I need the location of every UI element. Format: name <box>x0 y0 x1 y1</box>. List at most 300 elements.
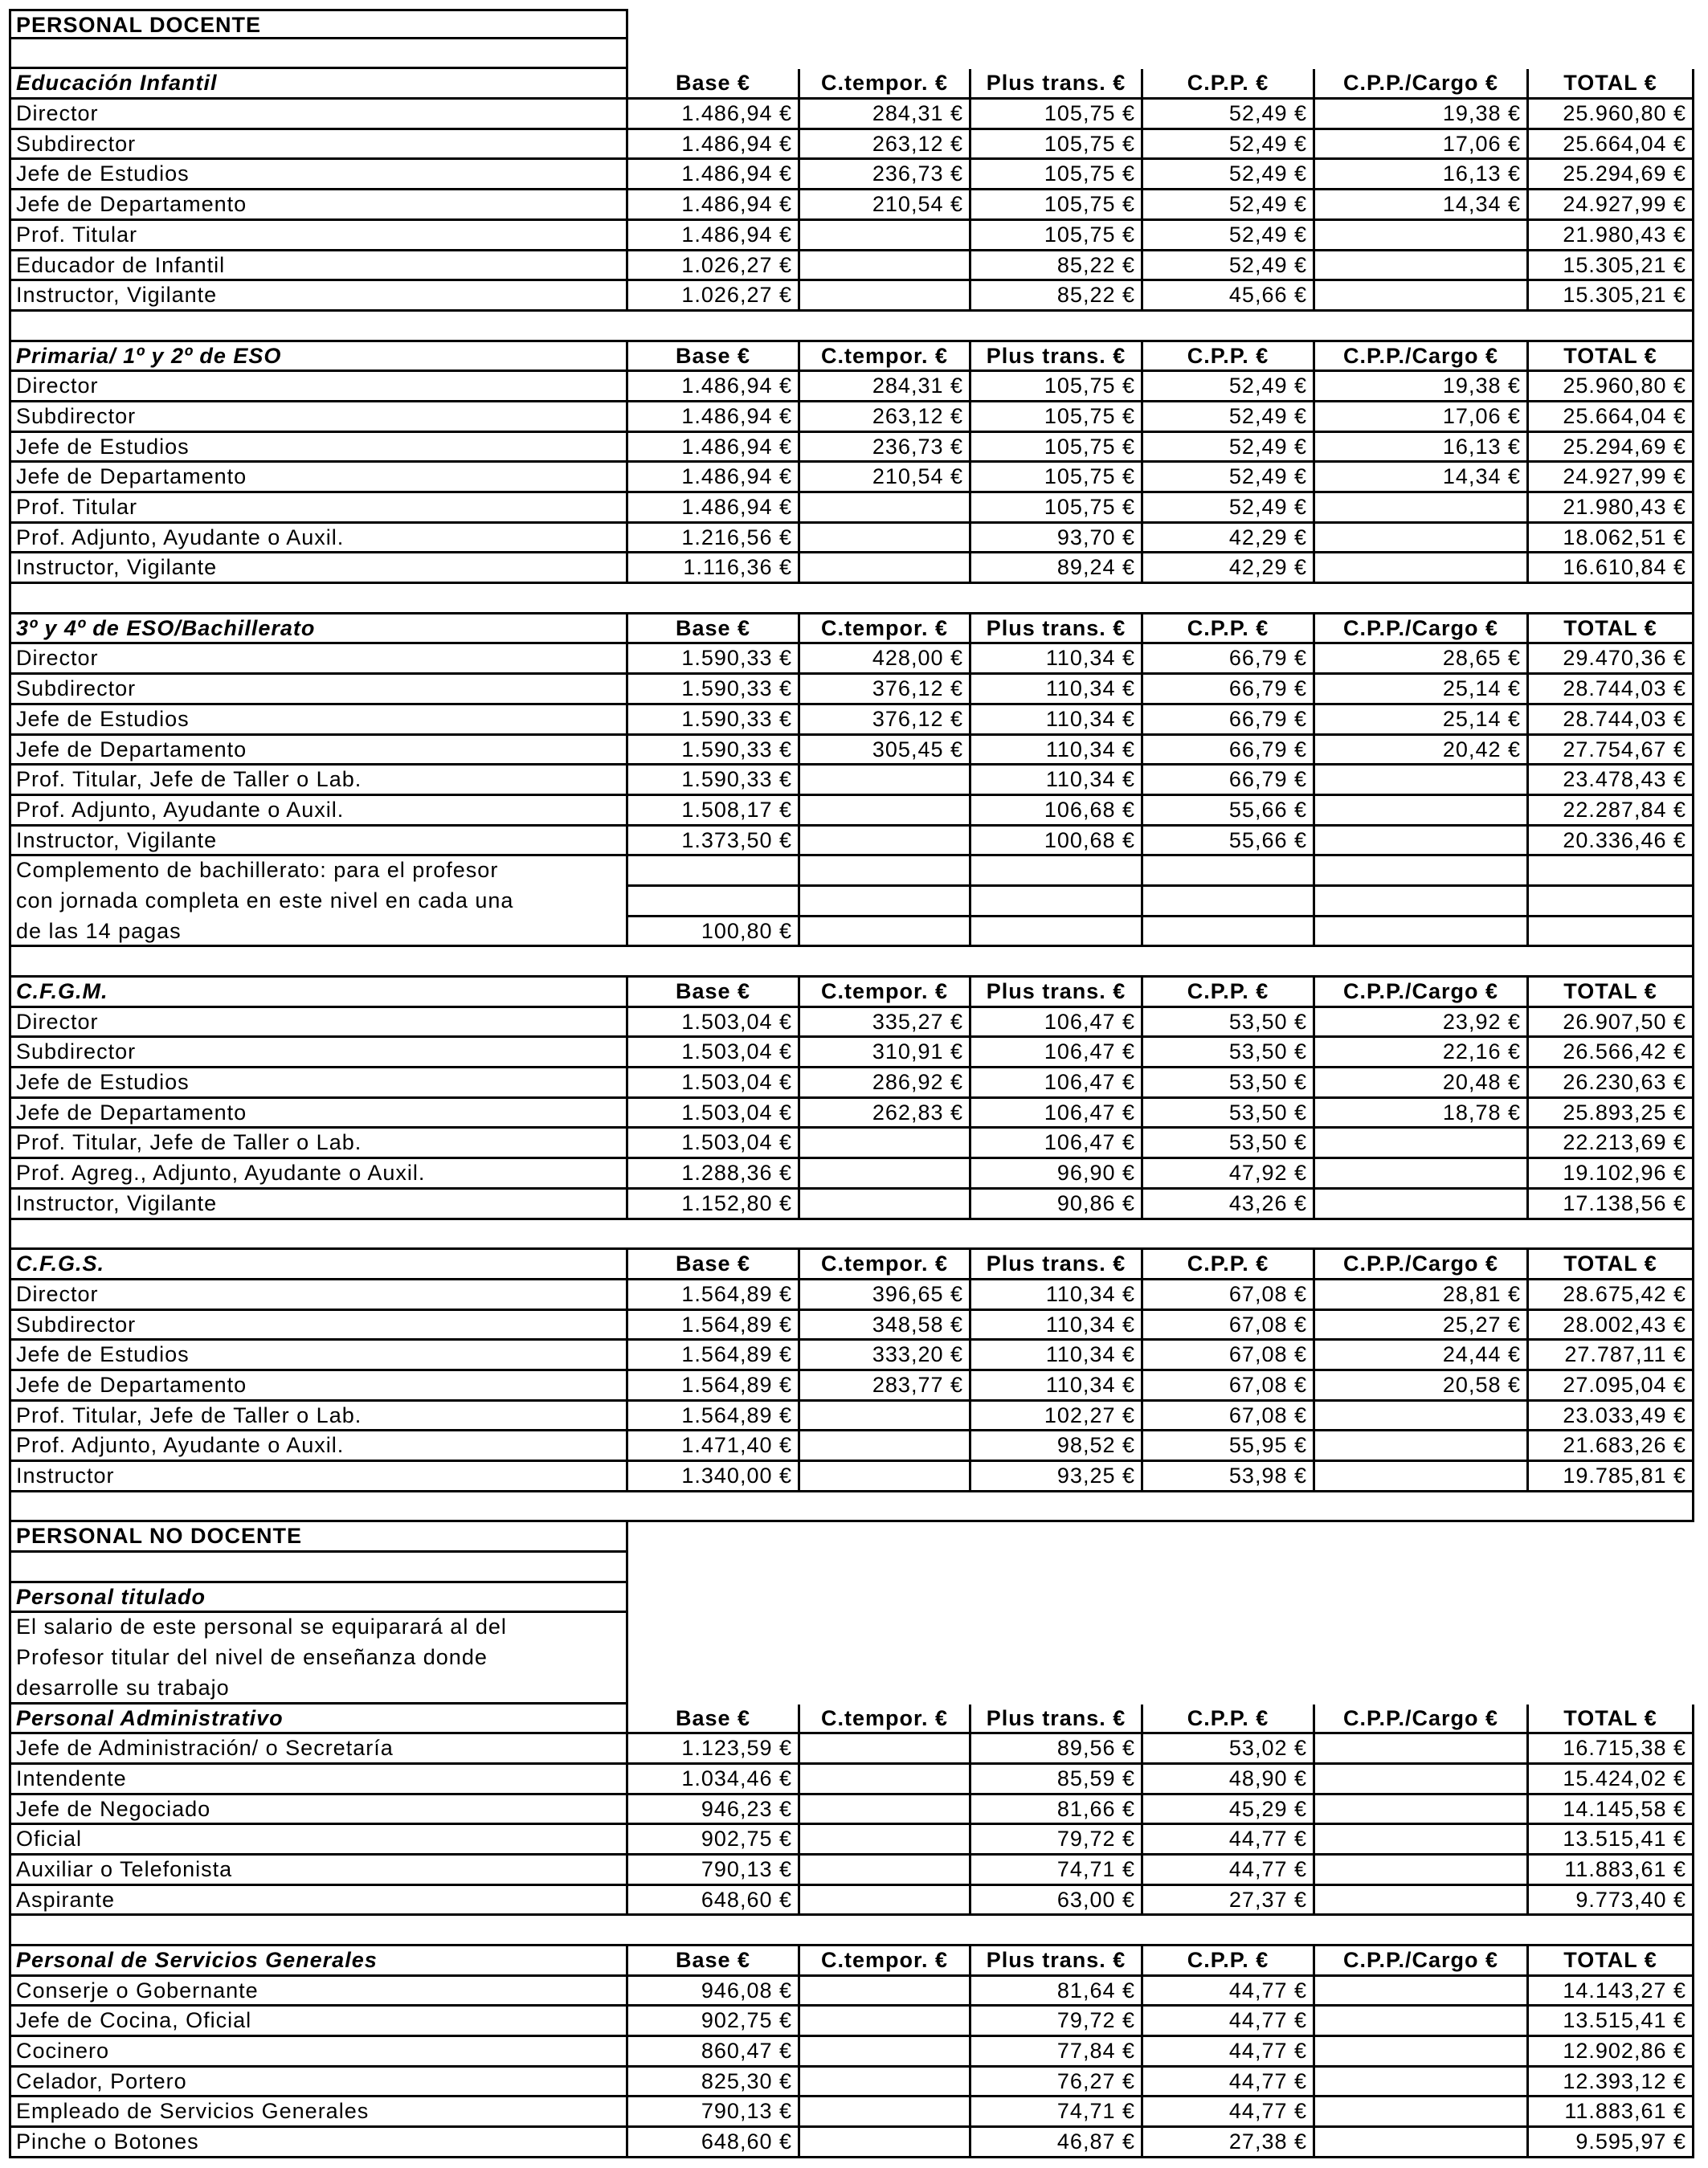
value-cell: 1.152,80 € <box>628 1190 800 1220</box>
value-cell: 1.564,89 € <box>628 1311 800 1341</box>
column-header: Base € <box>628 614 800 645</box>
value-cell <box>1315 493 1529 524</box>
table-row <box>9 281 1694 312</box>
value-cell: 283,77 € <box>800 1371 971 1402</box>
value-cell <box>1315 2097 1529 2128</box>
value-cell: 106,47 € <box>971 1038 1143 1068</box>
value-cell: 52,49 € <box>1143 402 1315 433</box>
value-cell: 110,34 € <box>971 766 1143 796</box>
value-cell <box>800 1795 971 1826</box>
column-header: Plus trans. € <box>971 1250 1143 1280</box>
row-label: Instructor, Vigilante <box>9 827 628 857</box>
column-header: TOTAL € <box>1529 1705 1694 1735</box>
value-cell: 28,81 € <box>1315 1280 1529 1311</box>
row-label: Conserje o Gobernante <box>9 1977 628 2007</box>
value-cell: 105,75 € <box>971 463 1143 493</box>
value-cell: 105,75 € <box>971 372 1143 402</box>
value-cell: 24.927,99 € <box>1529 463 1694 493</box>
table-row <box>9 766 1694 796</box>
table-row <box>9 705 1694 736</box>
value-cell <box>1315 1402 1529 1432</box>
value-cell: 28.002,43 € <box>1529 1311 1694 1341</box>
table-row <box>9 644 1694 675</box>
section-header: C.F.G.M. <box>9 978 628 1008</box>
column-header: C.tempor. € <box>800 342 971 373</box>
row-label: Cocinero <box>9 2037 628 2068</box>
value-cell: 105,75 € <box>971 221 1143 251</box>
value-cell: 20,58 € <box>1315 1371 1529 1402</box>
column-header: C.tempor. € <box>800 978 971 1008</box>
column-header: TOTAL € <box>1529 69 1694 100</box>
table-row <box>9 1916 1694 1946</box>
value-cell: 22.287,84 € <box>1529 796 1694 827</box>
value-cell: 305,45 € <box>800 736 971 766</box>
column-header: C.tempor. € <box>800 1946 971 1977</box>
row-label: Prof. Titular, Jefe de Taller o Lab. <box>9 1129 628 1159</box>
table-row <box>9 402 1694 433</box>
value-cell: 263,12 € <box>800 402 971 433</box>
value-cell <box>1143 856 1315 887</box>
table-row <box>9 584 1694 614</box>
value-cell: 105,75 € <box>971 493 1143 524</box>
note-text: desarrolle su trabajo <box>9 1674 628 1705</box>
value-cell <box>1529 856 1694 887</box>
value-cell: 12.393,12 € <box>1529 2068 1694 2098</box>
value-cell: 210,54 € <box>800 463 971 493</box>
value-cell: 17,06 € <box>1315 402 1529 433</box>
row-label: Jefe de Estudios <box>9 1341 628 1371</box>
section-header-row <box>9 614 1694 645</box>
value-cell: 45,29 € <box>1143 1795 1315 1826</box>
value-cell: 85,22 € <box>971 251 1143 282</box>
value-cell: 106,47 € <box>971 1068 1143 1099</box>
row-label: Jefe de Estudios <box>9 1068 628 1099</box>
value-cell: 66,79 € <box>1143 736 1315 766</box>
table-row <box>9 947 1694 978</box>
value-cell <box>800 1886 971 1917</box>
section-header-row <box>9 69 1694 100</box>
value-cell: 44,77 € <box>1143 2097 1315 2128</box>
section-header-row <box>9 1705 1694 1735</box>
column-header: Base € <box>628 69 800 100</box>
value-cell: 1.026,27 € <box>628 251 800 282</box>
table-row <box>9 493 1694 524</box>
value-cell <box>800 1825 971 1856</box>
value-cell: 105,75 € <box>971 190 1143 221</box>
row-label: Subdirector <box>9 1311 628 1341</box>
value-cell: 1.486,94 € <box>628 402 800 433</box>
section-header-row <box>9 978 1694 1008</box>
value-cell: 21.980,43 € <box>1529 493 1694 524</box>
value-cell: 17,06 € <box>1315 130 1529 161</box>
value-cell: 22.213,69 € <box>1529 1129 1694 1159</box>
column-header: C.P.P./Cargo € <box>1315 1705 1529 1735</box>
value-cell: 53,50 € <box>1143 1068 1315 1099</box>
row-label: Subdirector <box>9 1038 628 1068</box>
empty-row <box>9 1220 1694 1251</box>
value-cell: 14,34 € <box>1315 190 1529 221</box>
value-cell: 74,71 € <box>971 2097 1143 2128</box>
value-cell: 19,38 € <box>1315 100 1529 130</box>
column-header: C.P.P./Cargo € <box>1315 1250 1529 1280</box>
value-cell: 16.610,84 € <box>1529 553 1694 584</box>
value-cell: 825,30 € <box>628 2068 800 2098</box>
value-cell <box>800 1190 971 1220</box>
value-cell <box>1315 553 1529 584</box>
table-row <box>9 1492 1694 1523</box>
value-cell <box>800 827 971 857</box>
value-cell: 85,59 € <box>971 1765 1143 1795</box>
value-cell: 26.907,50 € <box>1529 1008 1694 1039</box>
value-cell: 333,20 € <box>800 1341 971 1371</box>
value-cell <box>1315 766 1529 796</box>
value-cell <box>971 887 1143 917</box>
row-label: Jefe de Negociado <box>9 1795 628 1826</box>
column-header: TOTAL € <box>1529 978 1694 1008</box>
value-cell: 1.486,94 € <box>628 433 800 463</box>
value-cell: 52,49 € <box>1143 493 1315 524</box>
table-row <box>9 553 1694 584</box>
value-cell: 67,08 € <box>1143 1341 1315 1371</box>
value-cell: 89,56 € <box>971 1734 1143 1765</box>
value-cell: 946,08 € <box>628 1977 800 2007</box>
value-cell <box>1315 1856 1529 1886</box>
value-cell: 52,49 € <box>1143 221 1315 251</box>
table-row <box>9 1402 1694 1432</box>
value-cell: 22,16 € <box>1315 1038 1529 1068</box>
value-cell <box>800 493 971 524</box>
value-cell: 110,34 € <box>971 736 1143 766</box>
value-cell: 44,77 € <box>1143 1977 1315 2007</box>
value-cell: 105,75 € <box>971 160 1143 190</box>
value-cell: 1.373,50 € <box>628 827 800 857</box>
value-cell: 1.503,04 € <box>628 1008 800 1039</box>
value-cell: 42,29 € <box>1143 524 1315 554</box>
value-cell: 106,68 € <box>971 796 1143 827</box>
column-header: C.P.P./Cargo € <box>1315 1946 1529 1977</box>
row-label: Instructor, Vigilante <box>9 553 628 584</box>
value-cell: 902,75 € <box>628 2007 800 2037</box>
value-cell: 105,75 € <box>971 100 1143 130</box>
column-header: TOTAL € <box>1529 342 1694 373</box>
value-cell: 93,25 € <box>971 1462 1143 1492</box>
value-cell <box>800 2128 971 2158</box>
value-cell <box>1315 1129 1529 1159</box>
column-header: C.P.P. € <box>1143 342 1315 373</box>
table-row <box>9 1099 1694 1129</box>
table-row <box>9 9 1694 39</box>
table-row <box>9 130 1694 161</box>
value-cell: 1.590,33 € <box>628 644 800 675</box>
salary-table <box>9 9 1694 2158</box>
table-row <box>9 221 1694 251</box>
value-cell: 52,49 € <box>1143 130 1315 161</box>
value-cell: 1.564,89 € <box>628 1402 800 1432</box>
column-header: Base € <box>628 1250 800 1280</box>
value-cell: 1.508,17 € <box>628 796 800 827</box>
value-cell: 1.486,94 € <box>628 160 800 190</box>
value-cell <box>1315 1765 1529 1795</box>
value-cell <box>800 1431 971 1462</box>
table-row <box>9 1977 1694 2007</box>
value-cell: 335,27 € <box>800 1008 971 1039</box>
value-cell: 67,08 € <box>1143 1280 1315 1311</box>
row-label: Subdirector <box>9 130 628 161</box>
row-label: Instructor, Vigilante <box>9 281 628 312</box>
row-label: de las 14 pagas <box>9 917 628 948</box>
value-cell: 98,52 € <box>971 1431 1143 1462</box>
value-cell <box>1315 1190 1529 1220</box>
row-label: Jefe de Estudios <box>9 705 628 736</box>
value-cell: 28.744,03 € <box>1529 675 1694 705</box>
value-cell: 17.138,56 € <box>1529 1190 1694 1220</box>
column-header: C.P.P. € <box>1143 1705 1315 1735</box>
table-row <box>9 2128 1694 2158</box>
value-cell: 14.143,27 € <box>1529 1977 1694 2007</box>
value-cell: 25,27 € <box>1315 1311 1529 1341</box>
value-cell: 52,49 € <box>1143 433 1315 463</box>
value-cell: 9.595,97 € <box>1529 2128 1694 2158</box>
value-cell: 1.503,04 € <box>628 1129 800 1159</box>
table-row <box>9 1765 1694 1795</box>
row-label: Prof. Titular, Jefe de Taller o Lab. <box>9 766 628 796</box>
column-header: C.P.P./Cargo € <box>1315 978 1529 1008</box>
value-cell <box>1315 1431 1529 1462</box>
value-cell <box>1315 1734 1529 1765</box>
value-cell: 27,38 € <box>1143 2128 1315 2158</box>
value-cell: 55,95 € <box>1143 1431 1315 1462</box>
table-row <box>9 463 1694 493</box>
value-cell: 1.564,89 € <box>628 1371 800 1402</box>
value-cell: 23,92 € <box>1315 1008 1529 1039</box>
value-cell: 81,64 € <box>971 1977 1143 2007</box>
value-cell <box>800 2097 971 2128</box>
row-label: Jefe de Estudios <box>9 160 628 190</box>
value-cell <box>800 1734 971 1765</box>
value-cell: 20,42 € <box>1315 736 1529 766</box>
value-cell: 24.927,99 € <box>1529 190 1694 221</box>
table-row <box>9 312 1694 342</box>
value-cell <box>800 2007 971 2037</box>
value-cell <box>800 524 971 554</box>
value-cell <box>800 796 971 827</box>
value-cell: 20.336,46 € <box>1529 827 1694 857</box>
value-cell: 96,90 € <box>971 1159 1143 1190</box>
row-label: Prof. Agreg., Adjunto, Ayudante o Auxil. <box>9 1159 628 1190</box>
column-header: C.P.P. € <box>1143 69 1315 100</box>
value-cell: 66,79 € <box>1143 644 1315 675</box>
row-label: Prof. Titular <box>9 221 628 251</box>
value-cell: 25,14 € <box>1315 705 1529 736</box>
column-header: C.P.P. € <box>1143 614 1315 645</box>
table-row <box>9 856 1694 887</box>
column-header: C.P.P./Cargo € <box>1315 342 1529 373</box>
value-cell: 210,54 € <box>800 190 971 221</box>
value-cell: 1.486,94 € <box>628 100 800 130</box>
row-label: Director <box>9 644 628 675</box>
value-cell: 376,12 € <box>800 705 971 736</box>
value-cell: 1.288,36 € <box>628 1159 800 1190</box>
value-cell: 902,75 € <box>628 1825 800 1856</box>
value-cell <box>1315 1462 1529 1492</box>
value-cell: 25.294,69 € <box>1529 160 1694 190</box>
value-cell: 63,00 € <box>971 1886 1143 1917</box>
table-row <box>9 2068 1694 2098</box>
value-cell: 106,47 € <box>971 1129 1143 1159</box>
value-cell: 52,49 € <box>1143 160 1315 190</box>
value-cell <box>800 1462 971 1492</box>
value-cell: 26.566,42 € <box>1529 1038 1694 1068</box>
value-cell: 53,50 € <box>1143 1099 1315 1129</box>
value-cell <box>1529 887 1694 917</box>
value-cell: 27.754,67 € <box>1529 736 1694 766</box>
value-cell: 648,60 € <box>628 2128 800 2158</box>
value-cell: 15.424,02 € <box>1529 1765 1694 1795</box>
value-cell <box>800 1856 971 1886</box>
value-cell: 428,00 € <box>800 644 971 675</box>
value-cell: 11.883,61 € <box>1529 1856 1694 1886</box>
column-header: TOTAL € <box>1529 614 1694 645</box>
value-cell: 55,66 € <box>1143 796 1315 827</box>
value-cell: 26.230,63 € <box>1529 1068 1694 1099</box>
value-cell <box>1315 1795 1529 1826</box>
value-cell: 53,50 € <box>1143 1008 1315 1039</box>
row-label: Aspirante <box>9 1886 628 1917</box>
value-cell <box>1315 251 1529 282</box>
table-row <box>9 1371 1694 1402</box>
value-cell <box>1143 917 1315 948</box>
value-cell: 18.062,51 € <box>1529 524 1694 554</box>
table-row <box>9 1643 1694 1674</box>
row-label: Prof. Titular, Jefe de Taller o Lab. <box>9 1402 628 1432</box>
value-cell <box>800 553 971 584</box>
row-label: Director <box>9 100 628 130</box>
value-cell: 1.034,46 € <box>628 1765 800 1795</box>
value-cell: 1.503,04 € <box>628 1099 800 1129</box>
subsection-title: Personal titulado <box>9 1583 628 1614</box>
row-label: Jefe de Cocina, Oficial <box>9 2007 628 2037</box>
value-cell: 28.675,42 € <box>1529 1280 1694 1311</box>
row-label: Auxiliar o Telefonista <box>9 1856 628 1886</box>
value-cell: 21.683,26 € <box>1529 1431 1694 1462</box>
table-row <box>9 2037 1694 2068</box>
value-cell: 1.116,36 € <box>628 553 800 584</box>
value-cell: 14,34 € <box>1315 463 1529 493</box>
column-header: Base € <box>628 978 800 1008</box>
value-cell: 20,48 € <box>1315 1068 1529 1099</box>
value-cell <box>800 917 971 948</box>
value-cell: 67,08 € <box>1143 1311 1315 1341</box>
value-cell <box>1315 887 1529 917</box>
column-header: Plus trans. € <box>971 978 1143 1008</box>
column-header: Plus trans. € <box>971 69 1143 100</box>
value-cell <box>1315 2128 1529 2158</box>
value-cell: 110,34 € <box>971 1341 1143 1371</box>
row-label: Subdirector <box>9 675 628 705</box>
value-cell <box>1315 221 1529 251</box>
value-cell: 1.340,00 € <box>628 1462 800 1492</box>
column-header: Plus trans. € <box>971 1705 1143 1735</box>
empty-cell <box>9 39 628 70</box>
value-cell: 648,60 € <box>628 1886 800 1917</box>
value-cell <box>800 1129 971 1159</box>
value-cell: 236,73 € <box>800 433 971 463</box>
value-cell: 23.033,49 € <box>1529 1402 1694 1432</box>
value-cell: 44,77 € <box>1143 2037 1315 2068</box>
value-cell: 25.664,04 € <box>1529 402 1694 433</box>
row-label: Director <box>9 372 628 402</box>
table-row <box>9 190 1694 221</box>
value-cell: 110,34 € <box>971 644 1143 675</box>
table-row <box>9 1674 1694 1705</box>
table-row <box>9 736 1694 766</box>
value-cell: 52,49 € <box>1143 463 1315 493</box>
value-cell: 23.478,43 € <box>1529 766 1694 796</box>
value-cell: 14.145,58 € <box>1529 1795 1694 1826</box>
value-cell: 89,24 € <box>971 553 1143 584</box>
row-label: Complemento de bachillerato: para el profesor <box>9 856 628 887</box>
section-header: Primaria/ 1º y 2º de ESO <box>9 342 628 373</box>
value-cell: 1.486,94 € <box>628 221 800 251</box>
value-cell: 106,47 € <box>971 1008 1143 1039</box>
section-title: PERSONAL NO DOCENTE <box>9 1522 628 1553</box>
value-cell: 100,80 € <box>628 917 800 948</box>
value-cell: 44,77 € <box>1143 1856 1315 1886</box>
table-row <box>9 1311 1694 1341</box>
column-header: Base € <box>628 1946 800 1977</box>
value-cell <box>800 2068 971 2098</box>
value-cell <box>800 251 971 282</box>
value-cell: 1.123,59 € <box>628 1734 800 1765</box>
value-cell: 348,58 € <box>800 1311 971 1341</box>
row-label: Pinche o Botones <box>9 2128 628 2158</box>
value-cell <box>1315 1977 1529 2007</box>
value-cell: 284,31 € <box>800 372 971 402</box>
value-cell: 28.744,03 € <box>1529 705 1694 736</box>
column-header: Base € <box>628 342 800 373</box>
value-cell <box>1315 2007 1529 2037</box>
row-label: Prof. Adjunto, Ayudante o Auxil. <box>9 1431 628 1462</box>
value-cell: 15.305,21 € <box>1529 281 1694 312</box>
value-cell <box>800 2037 971 2068</box>
table-row <box>9 1734 1694 1765</box>
value-cell: 284,31 € <box>800 100 971 130</box>
row-label: Jefe de Departamento <box>9 1371 628 1402</box>
value-cell <box>1315 2037 1529 2068</box>
row-label: Jefe de Departamento <box>9 190 628 221</box>
value-cell: 1.216,56 € <box>628 524 800 554</box>
value-cell: 19.102,96 € <box>1529 1159 1694 1190</box>
value-cell: 44,77 € <box>1143 1825 1315 1856</box>
table-row <box>9 524 1694 554</box>
section-header-row <box>9 342 1694 373</box>
value-cell: 13.515,41 € <box>1529 1825 1694 1856</box>
value-cell: 1.590,33 € <box>628 705 800 736</box>
column-header: C.P.P./Cargo € <box>1315 614 1529 645</box>
table-row <box>9 1462 1694 1492</box>
value-cell: 52,49 € <box>1143 372 1315 402</box>
value-cell: 1.471,40 € <box>628 1431 800 1462</box>
row-label: Jefe de Administración/ o Secretaría <box>9 1734 628 1765</box>
value-cell: 25.294,69 € <box>1529 433 1694 463</box>
value-cell: 1.486,94 € <box>628 372 800 402</box>
value-cell: 45,66 € <box>1143 281 1315 312</box>
value-cell <box>1315 1886 1529 1917</box>
value-cell <box>800 1402 971 1432</box>
row-label: Director <box>9 1280 628 1311</box>
value-cell: 790,13 € <box>628 2097 800 2128</box>
value-cell: 1.503,04 € <box>628 1038 800 1068</box>
